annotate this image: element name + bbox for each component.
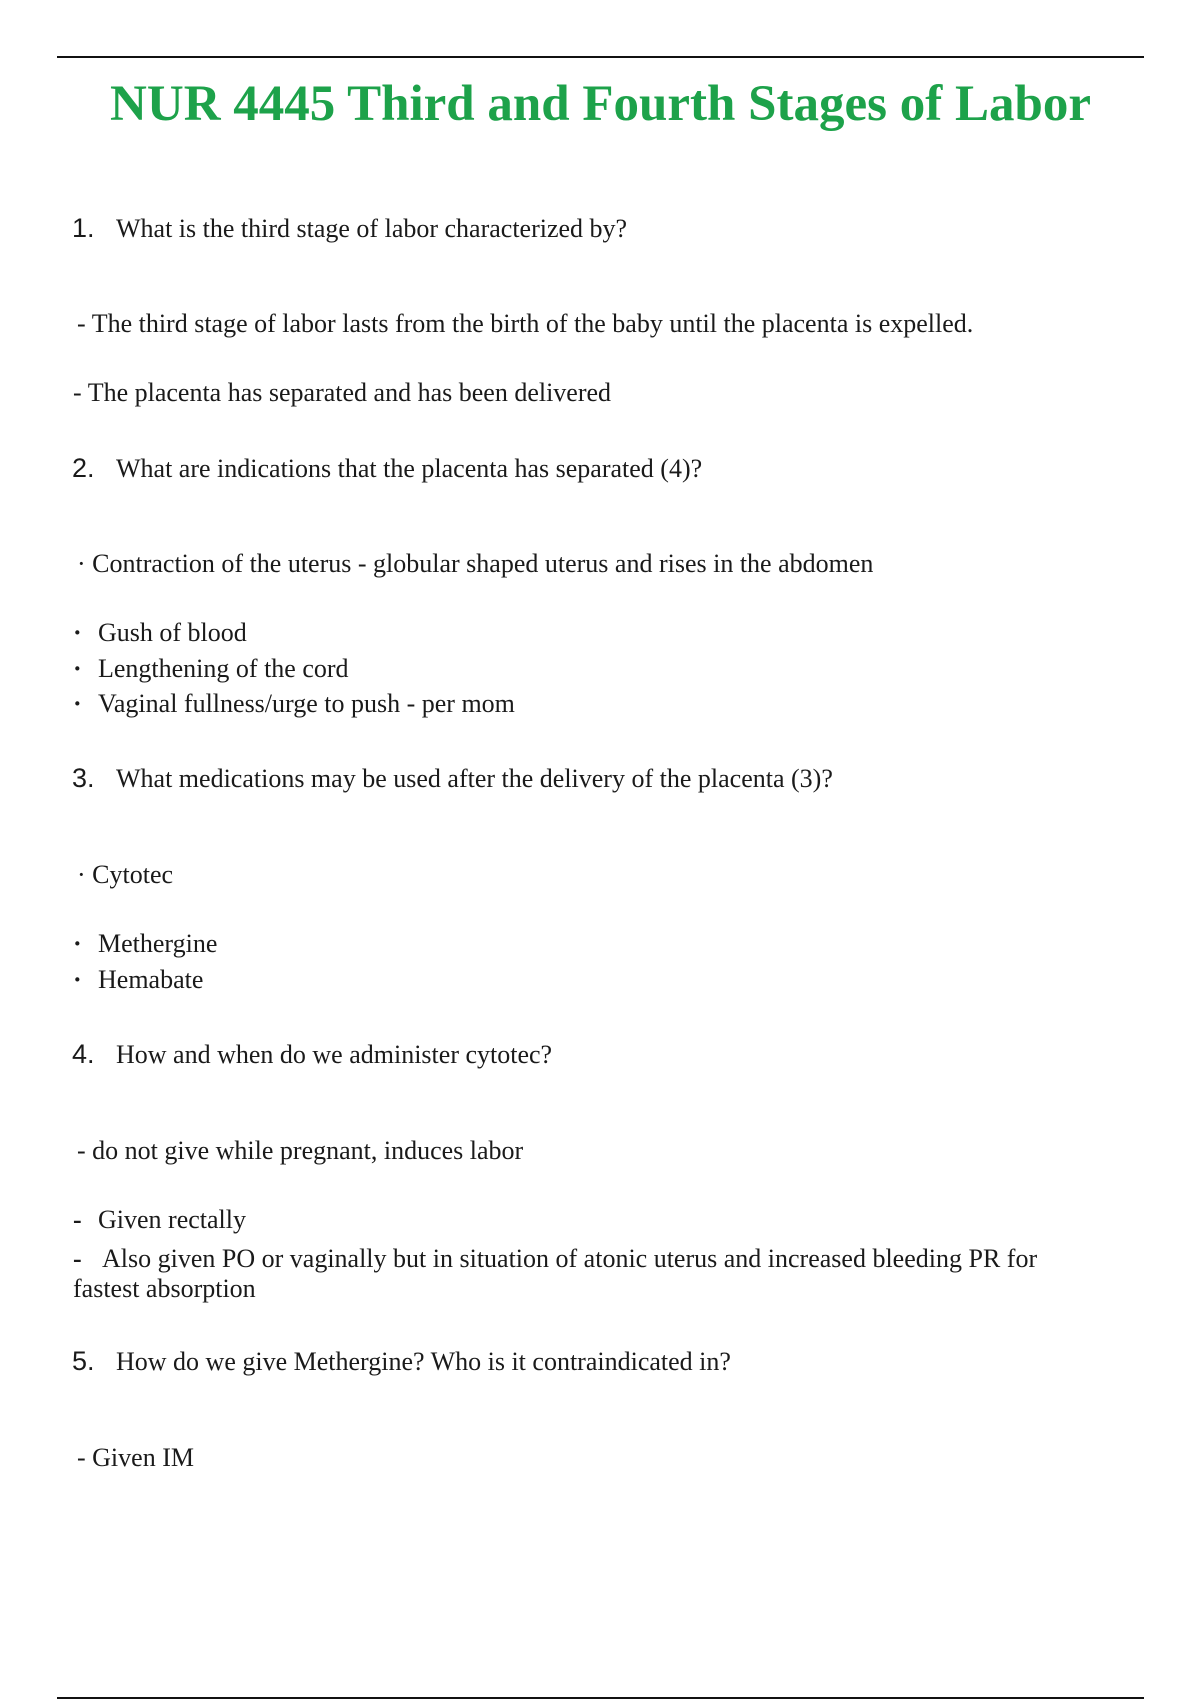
bullet-mark: · (73, 618, 82, 647)
list-item-text: Lengthening of the cord (98, 654, 349, 683)
question-3 (72, 762, 833, 795)
document-title: NUR 4445 Third and Fourth Stages of Labor (110, 76, 1091, 132)
answer-line: - do not give while pregnant, induces labor (77, 1136, 524, 1165)
list-item (73, 618, 247, 648)
list-item-wrapped (73, 1244, 1103, 1304)
question-text: What is the third stage of labor characterized by? (116, 214, 628, 243)
list-item-text: Methergine (98, 929, 218, 958)
list-item (73, 689, 515, 719)
bullet-mark: - (73, 1205, 82, 1234)
question-number: 5. (72, 1346, 95, 1376)
question-number: 2. (72, 453, 95, 483)
list-item (73, 1205, 246, 1235)
list-item (73, 929, 217, 959)
question-number: 3. (72, 763, 95, 793)
list-item (73, 965, 203, 995)
question-5 (72, 1345, 731, 1378)
question-number: 1. (72, 213, 95, 243)
question-1 (72, 212, 627, 245)
answer-line: - The third stage of labor lasts from the birth of the baby until the placenta is expelled. (77, 309, 974, 338)
bottom-rule (57, 1697, 1144, 1699)
question-text: What are indications that the placenta has separated (4)? (116, 454, 703, 483)
list-item-text: Given rectally (98, 1205, 246, 1234)
question-text: How do we give Methergine? Who is it contraindicated in? (116, 1347, 731, 1376)
answer-line: · Cytotec (77, 860, 174, 889)
bullet-mark: - (73, 1244, 82, 1273)
top-rule (57, 56, 1144, 58)
answer-line: - Given IM (77, 1443, 194, 1472)
answer-line: · Contraction of the uterus - globular shaped uterus and rises in the abdomen (77, 549, 874, 578)
question-text: How and when do we administer cytotec? (116, 1040, 553, 1069)
list-item-text: Vaginal fullness/urge to push - per mom (98, 689, 515, 718)
list-item (73, 654, 349, 684)
answer-line: - The placenta has separated and has been delivered (73, 378, 612, 407)
bullet-mark: · (73, 929, 82, 958)
question-2 (72, 452, 702, 485)
list-item-text: Hemabate (98, 965, 204, 994)
bullet-mark: · (73, 654, 82, 683)
bullet-mark: · (73, 965, 82, 994)
question-4 (72, 1038, 552, 1071)
list-item-text: Gush of blood (98, 618, 247, 647)
question-number: 4. (72, 1039, 95, 1069)
question-text: What medications may be used after the delivery of the placenta (3)? (116, 764, 833, 793)
list-item-text: Also given PO or vaginally but in situation of atonic uterus and increased bleeding PR for fastest absorption (73, 1244, 1038, 1303)
bullet-mark: · (73, 689, 82, 718)
